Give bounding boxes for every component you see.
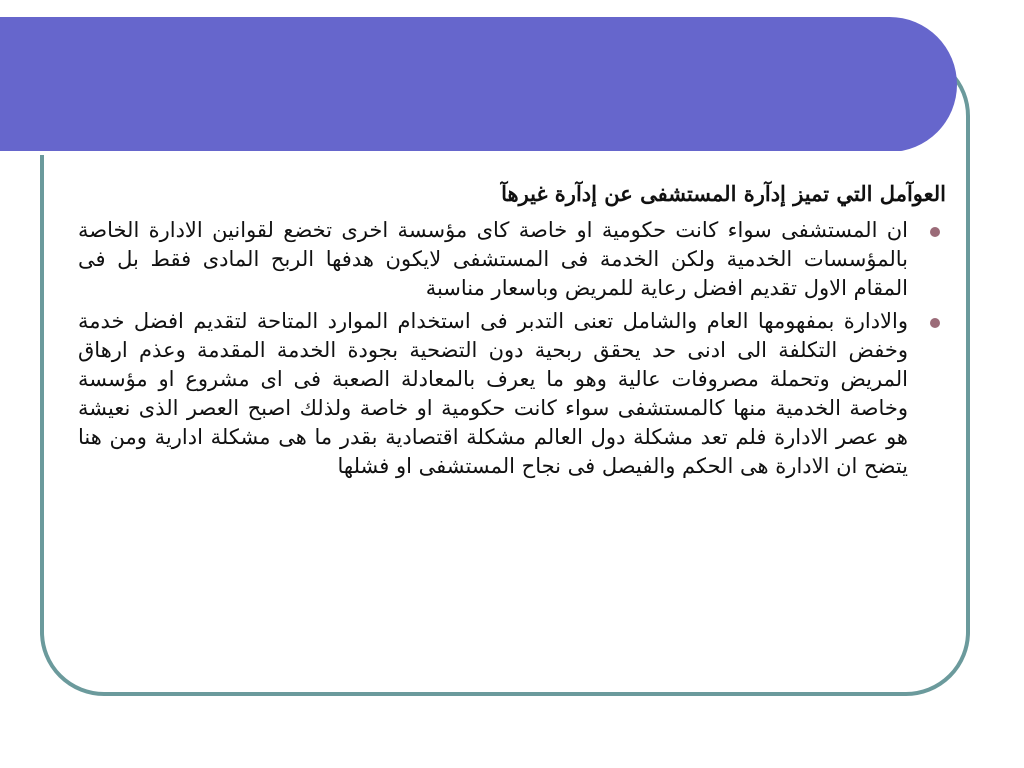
slide-content	[78, 178, 946, 485]
bullet-dot-icon	[930, 227, 940, 237]
bullet-list	[78, 216, 946, 481]
title-banner	[0, 17, 957, 152]
bullet-text: والادارة بمفهومها العام والشامل تعنى التدبر فى استخدام الموارد المتاحة لتقديم افضل خدمة وخفض التكلفة الى ادنى حد يحقق ربحية دون التضحية بجودة الخدمة المقدمة وعذم ارهاق المريض وتحملة مصروفات عالية وهو ما يعرف بالمعادلة الصعبة فى اى مشروع او مؤسسة وخاصة الخدمية منها كالمستشفى سواء كانت حكومية او خاصة ولذلك اصبح العصر الذى نعيشة هو عصر الادارة فلم تعد مشكلة دول العالم مشكلة اقتصادية بقدر ما هى مشكلة ادارية ومن هنا يتضح ان الادارة هى الحكم والفيصل فى نجاح المستشفى او فشلها	[78, 309, 908, 478]
slide-heading: العوآمل التي تميز إدآرة المستشفى عن إدآرة غيرهآ	[501, 181, 946, 206]
bullet-item	[78, 307, 946, 481]
bullet-text: ان المستشفى سواء كانت حكومية او خاصة كاى مؤسسة اخرى تخضع لقوانين الادارة الخاصة بالمؤسسات الخدمية ولكن الخدمة فى المستشفى لايكون هدفها الربح المادى فقط بل فى المقام الاول تقديم افضل رعاية للمريض وباسعار مناسبة	[78, 218, 908, 300]
bullet-item	[78, 216, 946, 303]
bullet-dot-icon	[930, 318, 940, 328]
banner-divider	[0, 151, 905, 155]
